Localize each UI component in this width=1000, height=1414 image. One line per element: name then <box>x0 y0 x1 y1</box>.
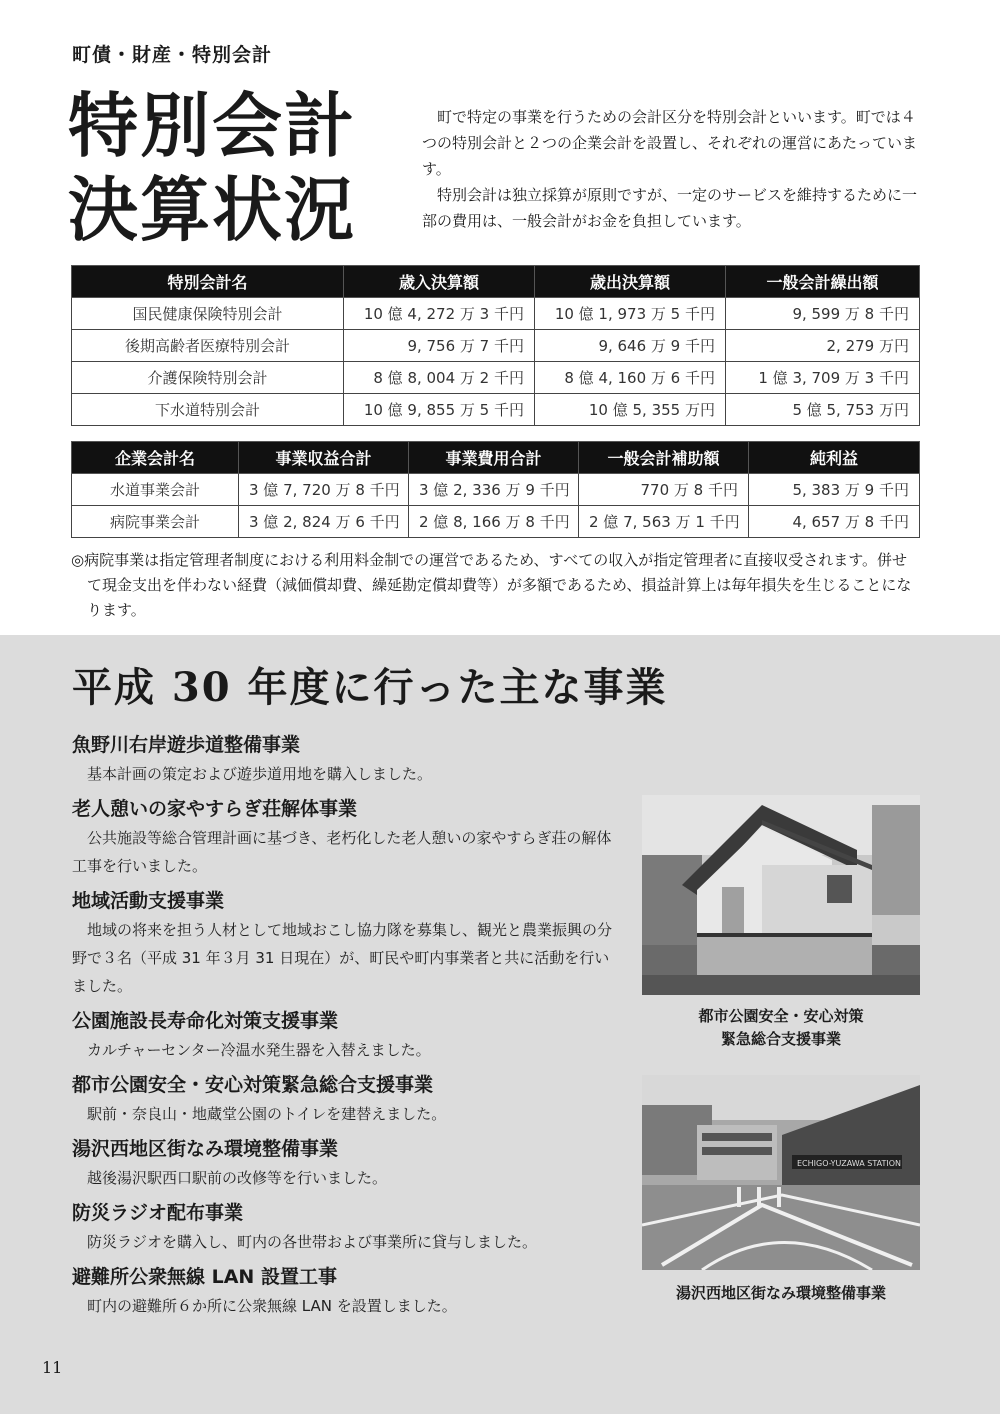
toilet-building-photo <box>642 795 920 995</box>
project-title: 防災ラジオ配布事業 <box>72 1202 244 1224</box>
column-header: 特別会計名 <box>72 266 344 298</box>
net-profit-cell: 4, 657 万 8 千円 <box>749 506 920 538</box>
photo-caption <box>642 1005 920 1051</box>
page-number: 11 <box>42 1358 63 1377</box>
transfer-cell: 1 億 3, 709 万 3 千円 <box>726 362 920 394</box>
project-description: 公共施設等総合管理計画に基づき、老朽化した老人憩いの家やすらぎ荘の解体工事を行いました。 <box>72 829 612 875</box>
project-title: 湯沢西地区街なみ環境整備事業 <box>72 1138 339 1160</box>
transfer-cell: 9, 599 万 8 千円 <box>726 298 920 330</box>
table-header-row <box>72 442 920 474</box>
column-header: 歳入決算額 <box>344 266 535 298</box>
expense-cell: 2 億 8, 166 万 8 千円 <box>409 506 579 538</box>
column-header: 一般会計繰出額 <box>726 266 920 298</box>
projects-list <box>72 730 620 1326</box>
revenue-cell: 3 億 7, 720 万 8 千円 <box>239 474 409 506</box>
special-accounts-table <box>71 265 920 426</box>
footnote <box>71 548 926 623</box>
page-title-line-1: 特別会計 <box>68 84 356 167</box>
project-description: 駅前・奈良山・地蔵堂公園のトイレを建替えました。 <box>87 1105 447 1123</box>
expense-cell: 3 億 2, 336 万 9 千円 <box>409 474 579 506</box>
intro-text <box>422 104 922 234</box>
station-sign-text: ECHIGO-YUZAWA STATION <box>797 1159 901 1168</box>
table-row <box>72 298 920 330</box>
list-item <box>72 1006 620 1064</box>
station-plaza-photo <box>642 1075 920 1270</box>
expenditure-cell: 9, 646 万 9 千円 <box>535 330 726 362</box>
revenue-cell: 3 億 2, 824 万 6 千円 <box>239 506 409 538</box>
table-header-row <box>72 266 920 298</box>
subsidy-cell: 2 億 7, 563 万 1 千円 <box>579 506 749 538</box>
list-item <box>72 794 620 880</box>
account-name-cell: 病院事業会計 <box>72 506 239 538</box>
photo-caption-line: 緊急総合支援事業 <box>720 1030 841 1048</box>
footnote-line: ◎病院事業は指定管理者制度における利用料金制での運営であるため、すべての収入が指定管理者に直接収受されます。併せ <box>71 551 907 569</box>
project-title: 避難所公衆無線 LAN 設置工事 <box>72 1266 337 1288</box>
list-item <box>72 1262 620 1320</box>
column-header: 事業収益合計 <box>239 442 409 474</box>
page-title-line-2: 決算状況 <box>68 168 356 251</box>
account-name-cell: 水道事業会計 <box>72 474 239 506</box>
project-description: 基本計画の策定および遊歩道用地を購入しました。 <box>87 765 433 783</box>
transfer-cell: 5 億 5, 753 万円 <box>726 394 920 426</box>
account-name-cell: 後期高齢者医療特別会計 <box>72 330 344 362</box>
account-name-cell: 国民健康保険特別会計 <box>72 298 344 330</box>
revenue-cell: 10 億 9, 855 万 5 千円 <box>344 394 535 426</box>
project-description: カルチャーセンター冷温水発生器を入替えました。 <box>87 1041 431 1059</box>
project-description: 防災ラジオを購入し、町内の各世帯および事業所に貸与しました。 <box>87 1233 538 1251</box>
project-title: 老人憩いの家やすらぎ荘解体事業 <box>72 798 358 820</box>
list-item <box>72 1198 620 1256</box>
column-header: 純利益 <box>749 442 920 474</box>
table-row <box>72 506 920 538</box>
expenditure-cell: 10 億 5, 355 万円 <box>535 394 726 426</box>
revenue-cell: 8 億 8, 004 万 2 千円 <box>344 362 535 394</box>
intro-paragraph-1: 町で特定の事業を行うための会計区分を特別会計といいます。町では４つの特別会計と２つの企業会計を設置し、それぞれの運営にあたっています。 <box>422 108 918 178</box>
transfer-cell: 2, 279 万円 <box>726 330 920 362</box>
photo-caption: 湯沢西地区街なみ環境整備事業 <box>675 1284 886 1302</box>
table-row <box>72 362 920 394</box>
intro-paragraph-2: 特別会計は独立採算が原則ですが、一定のサービスを維持するために一部の費用は、一般会計がお金を負担しています。 <box>422 186 918 230</box>
column-header: 企業会計名 <box>72 442 239 474</box>
list-item <box>72 886 620 1000</box>
expenditure-cell: 10 億 1, 973 万 5 千円 <box>535 298 726 330</box>
project-description: 越後湯沢駅西口駅前の改修等を行いました。 <box>87 1169 388 1187</box>
column-header: 歳出決算額 <box>535 266 726 298</box>
project-title: 都市公園安全・安心対策緊急総合支援事業 <box>72 1074 434 1096</box>
station-plaza-illustration <box>642 1075 920 1270</box>
table-row <box>72 330 920 362</box>
account-name-cell: 介護保険特別会計 <box>72 362 344 394</box>
project-title: 魚野川右岸遊歩道整備事業 <box>72 734 301 756</box>
project-title: 地域活動支援事業 <box>72 890 225 912</box>
page-title <box>68 84 356 252</box>
list-item <box>72 730 620 788</box>
footnote-line: ります。 <box>87 601 146 619</box>
revenue-cell: 10 億 4, 272 万 3 千円 <box>344 298 535 330</box>
expenditure-cell: 8 億 4, 160 万 6 千円 <box>535 362 726 394</box>
footnote-line: て現金支出を伴わない経費（減価償却費、繰延勘定償却費等）が多額であるため、損益計算上は毎年損失を生じることにな <box>87 576 912 594</box>
section-label: 町債・財産・特別会計 <box>72 44 273 66</box>
column-header: 一般会計補助額 <box>579 442 749 474</box>
subsidy-cell: 770 万 8 千円 <box>579 474 749 506</box>
toilet-building-illustration <box>642 795 920 995</box>
project-description: 町内の避難所６か所に公衆無線 LAN を設置しました。 <box>87 1297 457 1315</box>
column-header: 事業費用合計 <box>409 442 579 474</box>
net-profit-cell: 5, 383 万 9 千円 <box>749 474 920 506</box>
list-item <box>72 1070 620 1128</box>
table-row <box>72 474 920 506</box>
project-description: 地域の将来を担う人材として地域おこし協力隊を募集し、観光と農業振興の分野で３名（平成 31 年３月 31 日現在）が、町民や町内事業者と共に活動を行いました。 <box>72 921 613 995</box>
table-row <box>72 394 920 426</box>
account-name-cell: 下水道特別会計 <box>72 394 344 426</box>
revenue-cell: 9, 756 万 7 千円 <box>344 330 535 362</box>
project-title: 公園施設長寿命化対策支援事業 <box>72 1010 339 1032</box>
enterprise-accounts-table <box>71 441 920 538</box>
list-item <box>72 1134 620 1192</box>
projects-heading: 平成 30 年度に行った主な事業 <box>72 664 668 711</box>
photo-caption-line: 都市公園安全・安心対策 <box>698 1007 864 1025</box>
